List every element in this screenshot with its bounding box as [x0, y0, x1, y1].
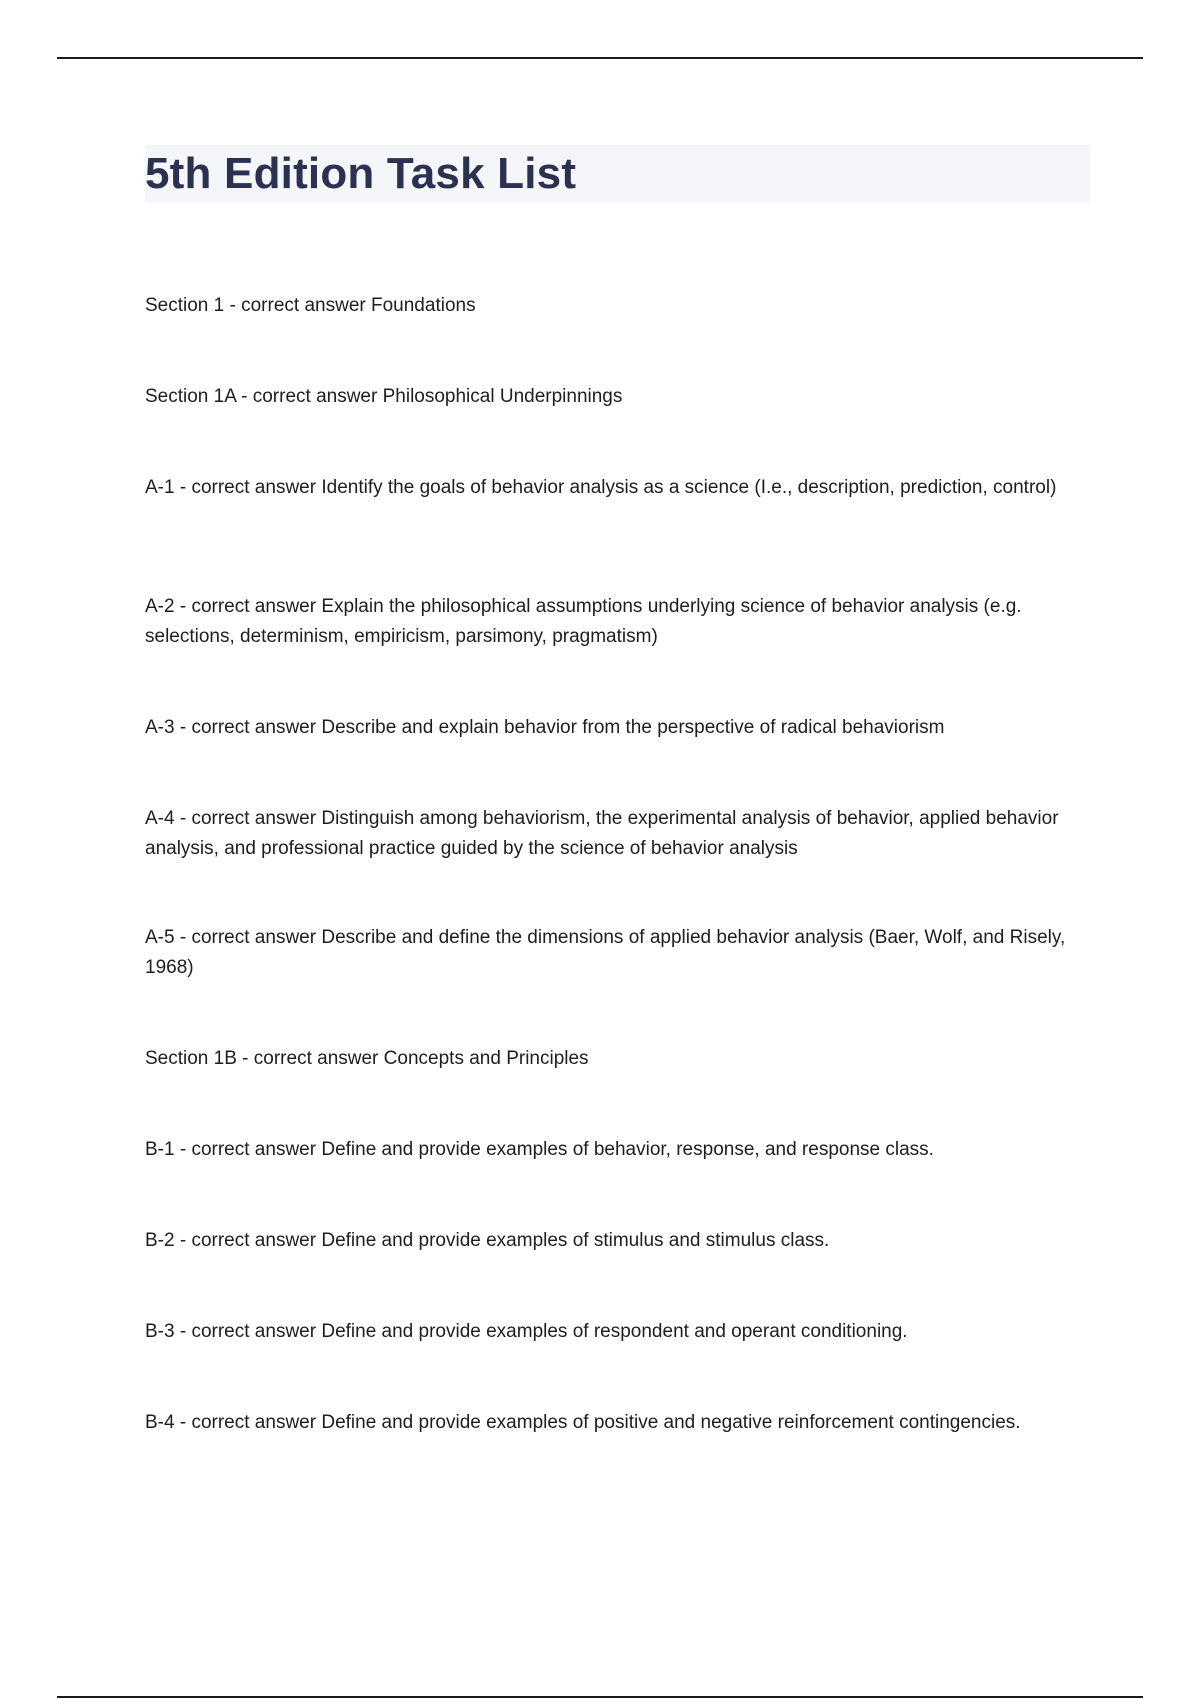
entry-code: B-4 [145, 1412, 175, 1433]
entry-code: A-2 [145, 596, 175, 617]
entry-code: Section 1A [145, 386, 236, 407]
entry-text: Describe and define the dimensions of applied behavior analysis (Baer, Wolf, and Risely, 1968) [145, 927, 1066, 978]
entry-b-3 [145, 1317, 1090, 1347]
bottom-rule [57, 1696, 1143, 1698]
entry-section-1a [145, 382, 1090, 412]
entry-text: Identify the goals of behavior analysis as a science (I.e., description, prediction, control) [321, 477, 1057, 498]
entry-text: Distinguish among behaviorism, the experimental analysis of behavior, applied behavior analysis, and professional practice guided by the science of behavior analysis [145, 808, 1059, 859]
entry-text: Define and provide examples of positive and negative reinforcement contingencies. [321, 1412, 1021, 1433]
entry-code: A-3 [145, 717, 175, 738]
entry-section-1b [145, 1044, 1090, 1074]
title-block [145, 145, 1090, 202]
entry-code: B-1 [145, 1139, 175, 1160]
entry-text: Concepts and Principles [383, 1048, 589, 1069]
entry-code: A-4 [145, 808, 175, 829]
entry-separator: - correct answer [174, 927, 322, 948]
entry-separator: - correct answer [174, 477, 322, 498]
entry-b-2 [145, 1226, 1090, 1256]
entry-separator: - correct answer [174, 808, 322, 829]
entry-code: B-3 [145, 1321, 175, 1342]
entry-b-4 [145, 1408, 1090, 1438]
entry-text: Describe and explain behavior from the perspective of radical behaviorism [321, 717, 945, 738]
entry-separator: - correct answer [174, 1230, 322, 1251]
entry-text: Foundations [371, 295, 476, 316]
top-rule [57, 57, 1143, 59]
entry-a-2 [145, 592, 1090, 652]
entry-code: B-2 [145, 1230, 175, 1251]
entry-text: Define and provide examples of respondent and operant conditioning. [321, 1321, 908, 1342]
entry-a-4 [145, 804, 1090, 864]
document-title: 5th Edition Task List [145, 149, 577, 198]
entry-a-5 [145, 923, 1090, 983]
entry-section-1 [145, 291, 1090, 321]
entry-separator: - correct answer [236, 1048, 384, 1069]
entry-text: Define and provide examples of behavior, response, and response class. [321, 1139, 934, 1160]
entry-code: Section 1 [145, 295, 225, 316]
entry-separator: - correct answer [174, 1321, 322, 1342]
entry-separator: - correct answer [174, 717, 322, 738]
entry-code: A-1 [145, 477, 175, 498]
entry-text: Explain the philosophical assumptions underlying science of behavior analysis (e.g. selections, determinism, empiricism, parsimony, pragmatism) [145, 596, 1022, 647]
entry-code: A-5 [145, 927, 175, 948]
entry-text: Define and provide examples of stimulus and stimulus class. [321, 1230, 830, 1251]
entry-a-3 [145, 713, 1090, 743]
entry-separator: - correct answer [174, 1139, 322, 1160]
entry-code: Section 1B [145, 1048, 237, 1069]
entry-separator: - correct answer [174, 1412, 322, 1433]
entry-a-1 [145, 473, 1090, 503]
entry-separator: - correct answer [235, 386, 383, 407]
entry-separator: - correct answer [224, 295, 371, 316]
entry-text: Philosophical Underpinnings [382, 386, 623, 407]
entry-b-1 [145, 1135, 1090, 1165]
entry-separator: - correct answer [174, 596, 322, 617]
